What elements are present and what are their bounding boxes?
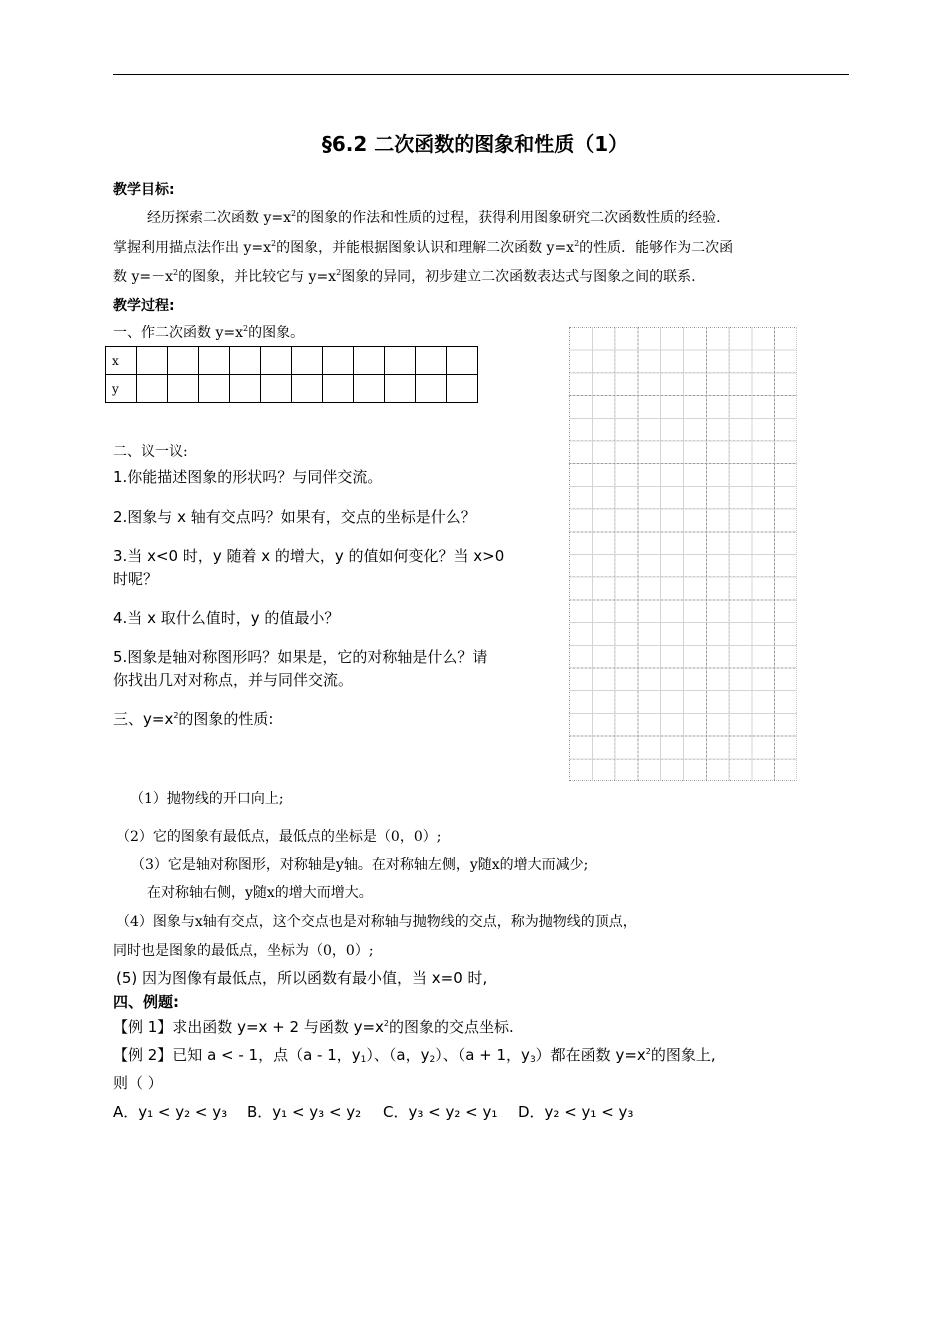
property-3-line-1: （3）它是轴对称图形，对称轴是y轴。在对称轴左侧，y随x的增大而减少;	[131, 857, 589, 873]
question-1: 1.你能描述图象的形状吗？与同伴交流。	[113, 468, 383, 486]
table-cell[interactable]	[137, 375, 168, 403]
table-cell[interactable]	[447, 347, 478, 375]
goals-line-3: 数 $y=-x^2$的图象，并比较它与 $y=x^2$图象的异同，初步建立二次函数表达式与图象之间的联系.	[113, 268, 696, 285]
table-cell[interactable]	[168, 347, 199, 375]
question-5-line-1: 5.图象是轴对称图形吗？如果是，它的对称轴是什么？请	[113, 648, 488, 666]
table-cell[interactable]	[416, 375, 447, 403]
header-rule	[113, 74, 849, 75]
property-3-line-2: 在对称轴右侧，y随x的增大而增大。	[147, 885, 373, 901]
graph-grid-paper[interactable]	[569, 327, 797, 781]
goals-line-2: 掌握利用描点法作出 $y=x^2$的图象，并能根据图象认识和理解二次函数 $y=x^2$的性质．能够作为二次函	[113, 239, 734, 256]
table-header-x: x	[106, 347, 137, 375]
process-label: 教学过程:	[113, 298, 175, 314]
table-cell[interactable]	[168, 375, 199, 403]
property-5: (5) 因为图像有最低点，所以函数有最小值，当 x=0 时,	[116, 969, 488, 987]
table-cell[interactable]	[292, 375, 323, 403]
table-header-y: y	[106, 375, 137, 403]
question-2: 2.图象与 x 轴有交点吗？如果有，交点的坐标是什么？	[113, 508, 476, 526]
table-cell[interactable]	[416, 347, 447, 375]
section1-heading: 一、作二次函数 $y=x^2$的图象。	[113, 324, 305, 341]
question-3-line-1: 3.当 x<0 时，y 随着 x 的增大，y 的值如何变化？当 x>0	[113, 547, 505, 565]
property-2: （2）它的图象有最低点，最低点的坐标是（0，0）;	[116, 829, 442, 845]
example-2-line-1: 【例 2】已知 a < - 1，点（a - 1，$y_1$）、（a，$y_2$）、（a + 1，$y_3$）都在函数 $y=x^2$的图象上,	[113, 1046, 716, 1065]
table-cell[interactable]	[261, 347, 292, 375]
section4-heading: 四、例题:	[113, 993, 179, 1011]
choice-b[interactable]: B．y₁ < y₃ < y₂	[247, 1103, 362, 1121]
table-cell[interactable]	[261, 375, 292, 403]
property-4-line-1: （4）图象与x轴有交点，这个交点也是对称轴与抛物线的交点，称为抛物线的顶点，	[116, 914, 637, 930]
table-row	[106, 347, 478, 375]
question-3-line-2: 时呢？	[113, 570, 159, 588]
table-cell[interactable]	[323, 347, 354, 375]
table-cell[interactable]	[199, 375, 230, 403]
question-4: 4.当 x 取什么值时，y 的值最小？	[113, 609, 340, 627]
table-cell[interactable]	[137, 347, 168, 375]
value-table	[105, 346, 478, 403]
section3-heading: 三、$y=x^2$的图象的性质:	[113, 710, 274, 728]
table-cell[interactable]	[230, 375, 261, 403]
table-row	[106, 375, 478, 403]
property-4-line-2: 同时也是图象的最低点，坐标为（0，0）;	[113, 943, 374, 959]
table-cell[interactable]	[354, 347, 385, 375]
table-cell[interactable]	[199, 347, 230, 375]
property-1: （1）抛物线的开口向上;	[130, 791, 284, 807]
table-cell[interactable]	[292, 347, 323, 375]
example-2-line-2: 则（ ）	[113, 1074, 163, 1092]
table-cell[interactable]	[447, 375, 478, 403]
table-cell[interactable]	[385, 375, 416, 403]
choice-c[interactable]: C．y₃ < y₂ < y₁	[383, 1103, 498, 1121]
table-cell[interactable]	[354, 375, 385, 403]
table-cell[interactable]	[385, 347, 416, 375]
section2-heading: 二、议一议:	[113, 444, 188, 460]
question-5-line-2: 你找出几对对称点，并与同伴交流。	[113, 671, 354, 689]
choice-a[interactable]: A．y₁ < y₂ < y₃	[113, 1103, 228, 1121]
example-1: 【例 1】求出函数 y=x + 2 与函数 $y=x^2$的图象的交点坐标.	[113, 1018, 514, 1036]
table-cell[interactable]	[323, 375, 354, 403]
table-cell[interactable]	[230, 347, 261, 375]
choice-d[interactable]: D．y₂ < y₁ < y₃	[518, 1103, 634, 1121]
page-title: §6.2 二次函数的图象和性质（1）	[321, 132, 629, 156]
goals-line-1: 经历探索二次函数 $y=x^2$的图象的作法和性质的过程，获得利用图象研究二次函数性质的经验.	[147, 209, 721, 226]
goals-label: 教学目标:	[113, 182, 175, 198]
